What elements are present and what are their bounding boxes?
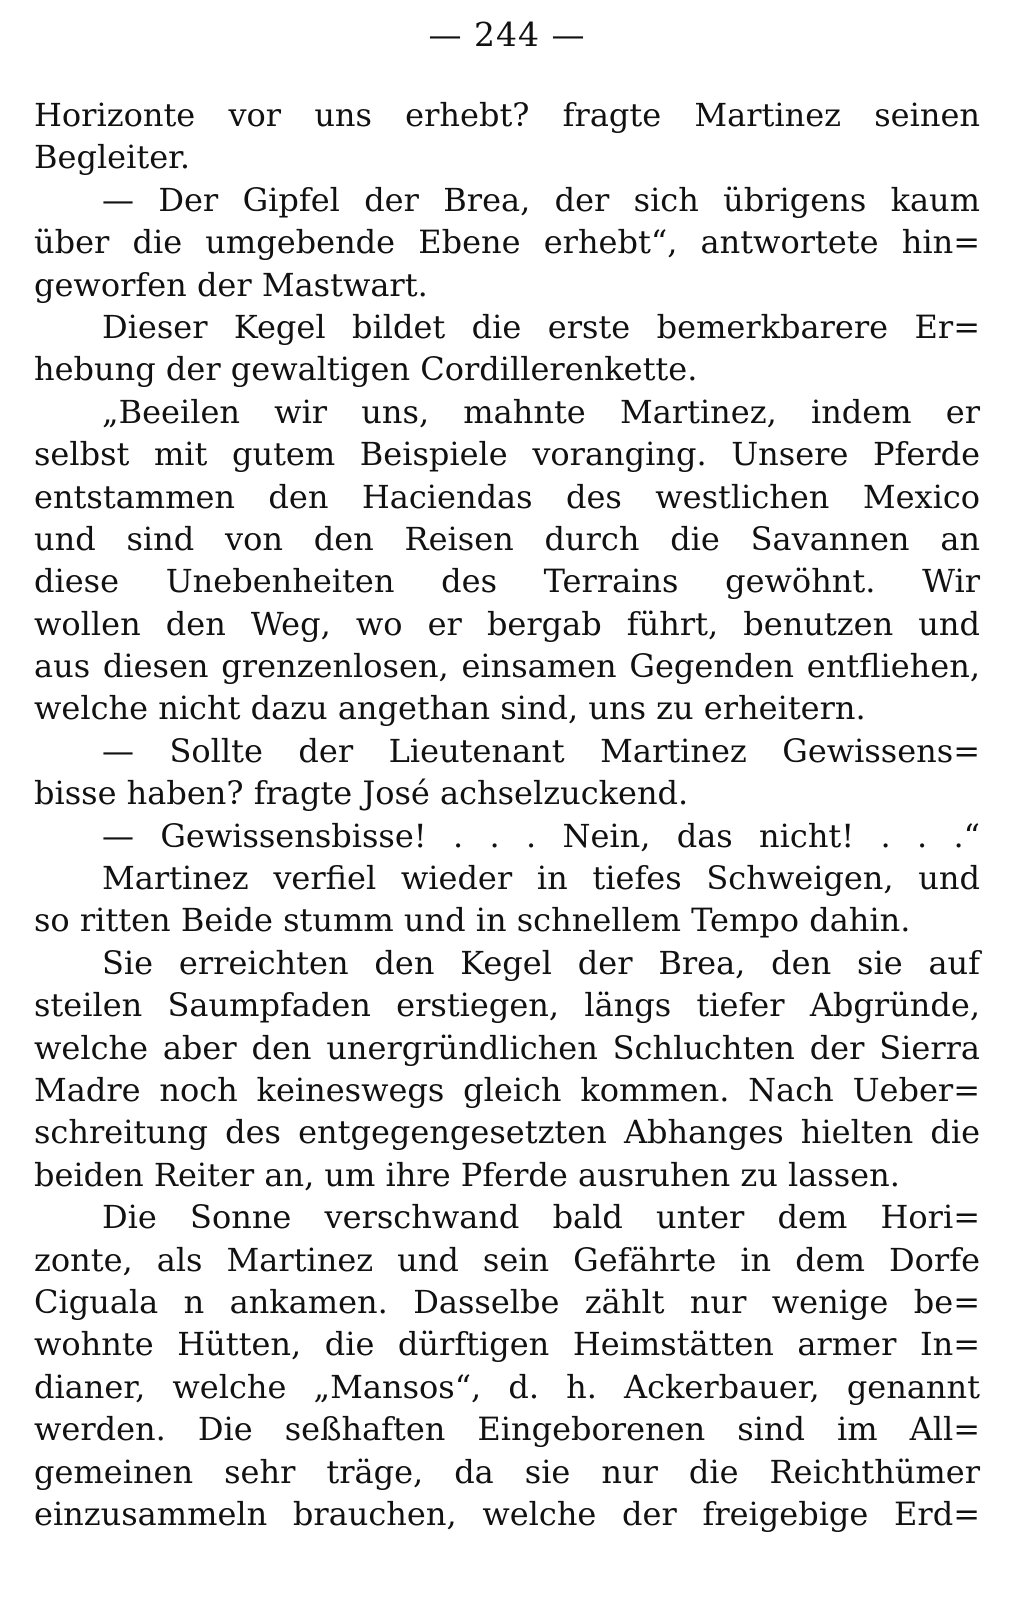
book-page [34, 14, 980, 1604]
text-line: — Sollte der Lieutenant Martinez Gewissens= [102, 731, 980, 770]
text-line: „Beeilen wir uns, mahnte Martinez, indem er [102, 392, 980, 431]
text-line: steilen Saumpfaden erstiegen, längs tiefer Abgründe, [34, 986, 980, 1025]
text-line: zonte, als Martinez und sein Gefährte in dem Dorfe [34, 1240, 980, 1279]
text-line: Sie erreichten den Kegel der Brea, den sie auf [102, 943, 980, 982]
text-line: welche nicht dazu angethan sind, uns zu erheitern. [34, 689, 866, 728]
text-line: Horizonte vor uns erhebt? fragte Martinez seinen [34, 96, 980, 134]
text-line: selbst mit gutem Beispiele voranging. Unsere Pferde [34, 435, 980, 474]
page-text [34, 94, 980, 1535]
text-line: Dieser Kegel bildet die erste bemerkbarere Er= [102, 307, 980, 346]
text-line: wollen den Weg, wo er bergab führt, benutzen und [34, 604, 980, 643]
text-line: werden. Die seßhaften Eingeborenen sind im All= [34, 1410, 980, 1449]
text-line: aus diesen grenzenlosen, einsamen Gegenden entfliehen, [34, 647, 980, 686]
text-line: so ritten Beide stumm und in schnellem Tempo dahin. [34, 901, 911, 940]
text-line: Madre noch keineswegs gleich kommen. Nach Ueber= [34, 1070, 980, 1109]
text-line: gemeinen sehr träge, da sie nur die Reichthümer [34, 1452, 980, 1491]
text-line: Ciguala n ankamen. Dasselbe zählt nur wenige be= [34, 1282, 980, 1321]
text-line: geworfen der Mastwart. [34, 265, 428, 304]
text-line: hebung der gewaltigen Cordillerenkette. [34, 350, 698, 389]
text-line: — Gewissensbisse! . . . Nein, das nicht! . . .“ [102, 816, 980, 855]
text-line: schreitung des entgegengesetzten Abhanges hielten die [34, 1113, 980, 1152]
text-line: dianer, welche „Mansos“, d. h. Ackerbauer, genannt [34, 1367, 980, 1406]
text-line: einzusammeln brauchen, welche der freigebige Erd= [34, 1494, 980, 1533]
text-line: wohnte Hütten, die dürftigen Heimstätten armer In= [34, 1325, 980, 1364]
text-line: Die Sonne verschwand bald unter dem Hori= [102, 1198, 980, 1237]
text-line: welche aber den unergründlichen Schluchten der Sierra [34, 1028, 980, 1067]
text-line: diese Unebenheiten des Terrains gewöhnt. Wir [34, 562, 980, 601]
text-line: bisse haben? fragte José achselzuckend. [34, 774, 689, 813]
text-line: über die umgebende Ebene erhebt“, antwortete hin= [34, 223, 980, 262]
text-line: entstammen den Haciendas des westlichen Mexico [34, 477, 980, 516]
text-line: und sind von den Reisen durch die Savannen an [34, 519, 980, 558]
text-line: beiden Reiter an, um ihre Pferde ausruhen zu lassen. [34, 1155, 900, 1194]
text-line: Martinez verfiel wieder in tiefes Schweigen, und [102, 859, 980, 898]
text-line: — Der Gipfel der Brea, der sich übrigens kaum [102, 180, 980, 219]
text-line: Begleiter. [34, 138, 191, 177]
page-number: — 244 — [428, 15, 586, 54]
